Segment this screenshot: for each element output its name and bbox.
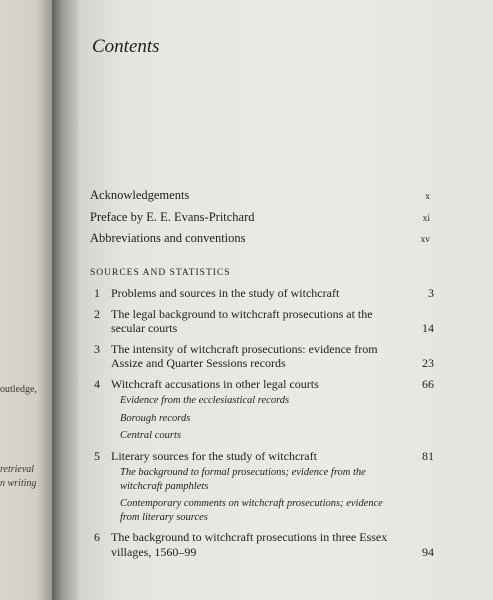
subsection-title[interactable]: The background to formal prosecutions; evidence from the witchcraft pamphlets xyxy=(120,467,366,492)
subsection-title[interactable]: Borough records xyxy=(120,412,191,424)
chapter-entry[interactable] xyxy=(90,342,434,371)
chapter-entry[interactable] xyxy=(90,307,434,336)
subsection-title[interactable]: Central courts xyxy=(120,430,181,441)
front-matter-item[interactable] xyxy=(90,210,430,232)
chapter-number: 4 xyxy=(94,376,100,391)
chapter-number: 1 xyxy=(94,286,100,300)
front-matter-item[interactable] xyxy=(90,188,430,210)
contents-page xyxy=(78,0,493,600)
subsection-title[interactable]: Contemporary comments on witchcraft prosecutions; evidence from literary sources xyxy=(120,498,383,523)
section-heading: SOURCES AND STATISTICS xyxy=(90,268,231,278)
chapter-title: Literary sources for the study of witchcraft xyxy=(111,448,317,463)
facing-page-fragment: retrieval xyxy=(0,464,35,475)
book-gutter xyxy=(52,0,78,600)
chapter-number: 3 xyxy=(94,341,100,356)
front-matter-label: Abbreviations and conventions xyxy=(90,231,246,245)
chapter-page: 14 xyxy=(422,321,434,335)
chapter-entry[interactable] xyxy=(90,286,434,301)
front-matter-item[interactable] xyxy=(90,231,430,253)
chapter-entry[interactable] xyxy=(90,377,434,443)
chapter-number: 5 xyxy=(94,448,100,463)
chapter-page: 81 xyxy=(422,448,434,463)
chapter-title: The intensity of witchcraft prosecutions: evidence from Assize and Quarter Sessions records xyxy=(111,341,378,370)
facing-page xyxy=(0,0,52,600)
chapter-page: 23 xyxy=(422,356,434,370)
page-title: Contents xyxy=(92,36,160,57)
chapter-page: 94 xyxy=(422,544,434,559)
front-matter-page: xi xyxy=(422,213,430,224)
chapter-title: The background to witchcraft prosecutions in three Essex villages, 1560–99 xyxy=(111,530,388,559)
facing-page-fragment: outledge, xyxy=(0,384,37,395)
front-matter-page: xv xyxy=(420,235,430,245)
chapter-page: 3 xyxy=(428,286,434,300)
chapter-entry[interactable] xyxy=(90,530,434,559)
facing-page-fragment: n writing xyxy=(0,478,37,489)
front-matter-label: Acknowledgements xyxy=(90,188,190,202)
chapter-title: Witchcraft accusations in other legal courts xyxy=(111,376,319,391)
chapter-page: 66 xyxy=(422,376,434,391)
subsection-title[interactable]: Evidence from the ecclesiastical records xyxy=(120,395,290,406)
subsection-list xyxy=(120,394,404,443)
chapter-list xyxy=(90,286,434,559)
chapter-number: 6 xyxy=(94,530,100,544)
front-matter-page: x xyxy=(425,192,430,202)
chapter-title: The legal background to witchcraft prosecutions at the secular courts xyxy=(111,306,373,335)
chapter-entry[interactable] xyxy=(90,449,434,525)
front-matter-list xyxy=(90,188,430,253)
subsection-list xyxy=(120,466,404,524)
chapter-title: Problems and sources in the study of witchcraft xyxy=(111,286,340,300)
front-matter-label: Preface by E. E. Evans-Pritchard xyxy=(90,209,255,224)
chapter-number: 2 xyxy=(94,306,100,321)
